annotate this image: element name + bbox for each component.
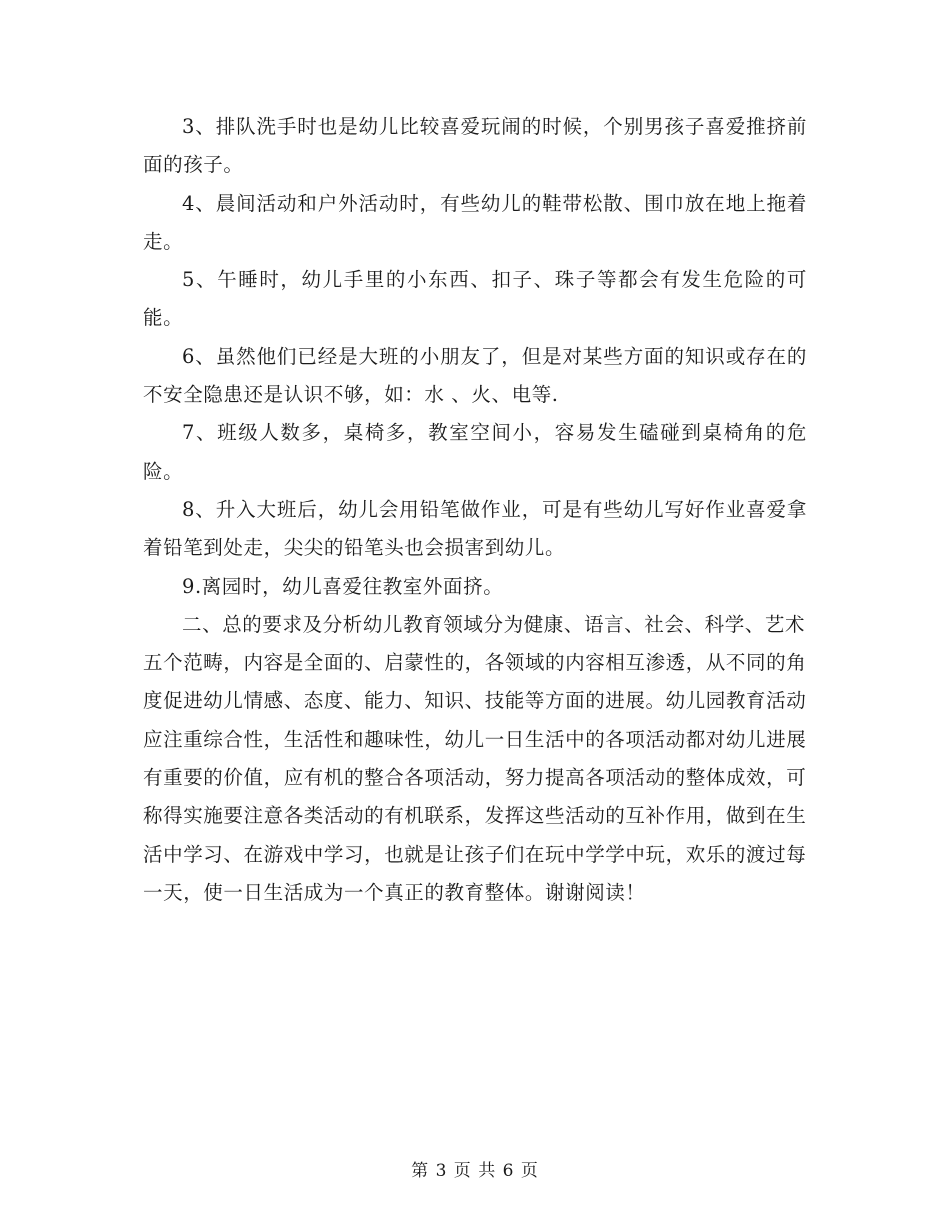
- paragraph-item-8: 8、升入大班后，幼儿会用铅笔做作业，可是有些幼儿写好作业喜爱拿着铅笔到处走，尖尖的铅笔头也会损害到幼儿。: [143, 497, 807, 560]
- paragraph-item-9: 9.离园时，幼儿喜爱往教室外面挤。: [182, 574, 504, 598]
- page-number-footer: 第 3 页 共 6 页: [411, 1161, 539, 1181]
- paragraph-item-5: 5、午睡时，幼儿手里的小东西、扣子、珠子等都会有发生危险的可能。: [143, 268, 807, 330]
- paragraph-item-3: 3、排队洗手时也是幼儿比较喜爱玩闹的时候，个别男孩子喜爱推挤前面的孩子。: [143, 115, 807, 177]
- paragraph-item-7: 7、班级人数多，桌椅多，教室空间小，容易发生磕碰到桌椅角的危险。: [143, 421, 807, 483]
- paragraph-item-6: 6、虽然他们已经是大班的小朋友了，但是对某些方面的知识或存在的不安全隐患还是认识不够，如：水 、火、电等.: [143, 344, 807, 407]
- document-body: [143, 108, 807, 912]
- paragraph-section-two: 二、总的要求及分析幼儿教育领域分为健康、语言、社会、科学、艺术五个范畴，内容是全面的、启蒙性的，各领域的内容相互渗透，从不同的角度促进幼儿情感、态度、能力、知识、技能等方面的进展。幼儿园教育活动应注重综合性，生活性和趣味性，幼儿一日生活中的各项活动都对幼儿进展有重要的价值，应有机的整合各项活动，努力提高各项活动的整体成效，可称得实施要注意各类活动的有机联系，发挥这些活动的互补作用，做到在生活中学习、在游戏中学习，也就是让孩子们在玩中学学中玩，欢乐的渡过每一天，使一日生活成为一个真正的教育整体。谢谢阅读！: [143, 612, 807, 904]
- paragraph-item-4: 4、晨间活动和户外活动时，有些幼儿的鞋带松散、围巾放在地上拖着走。: [143, 191, 807, 253]
